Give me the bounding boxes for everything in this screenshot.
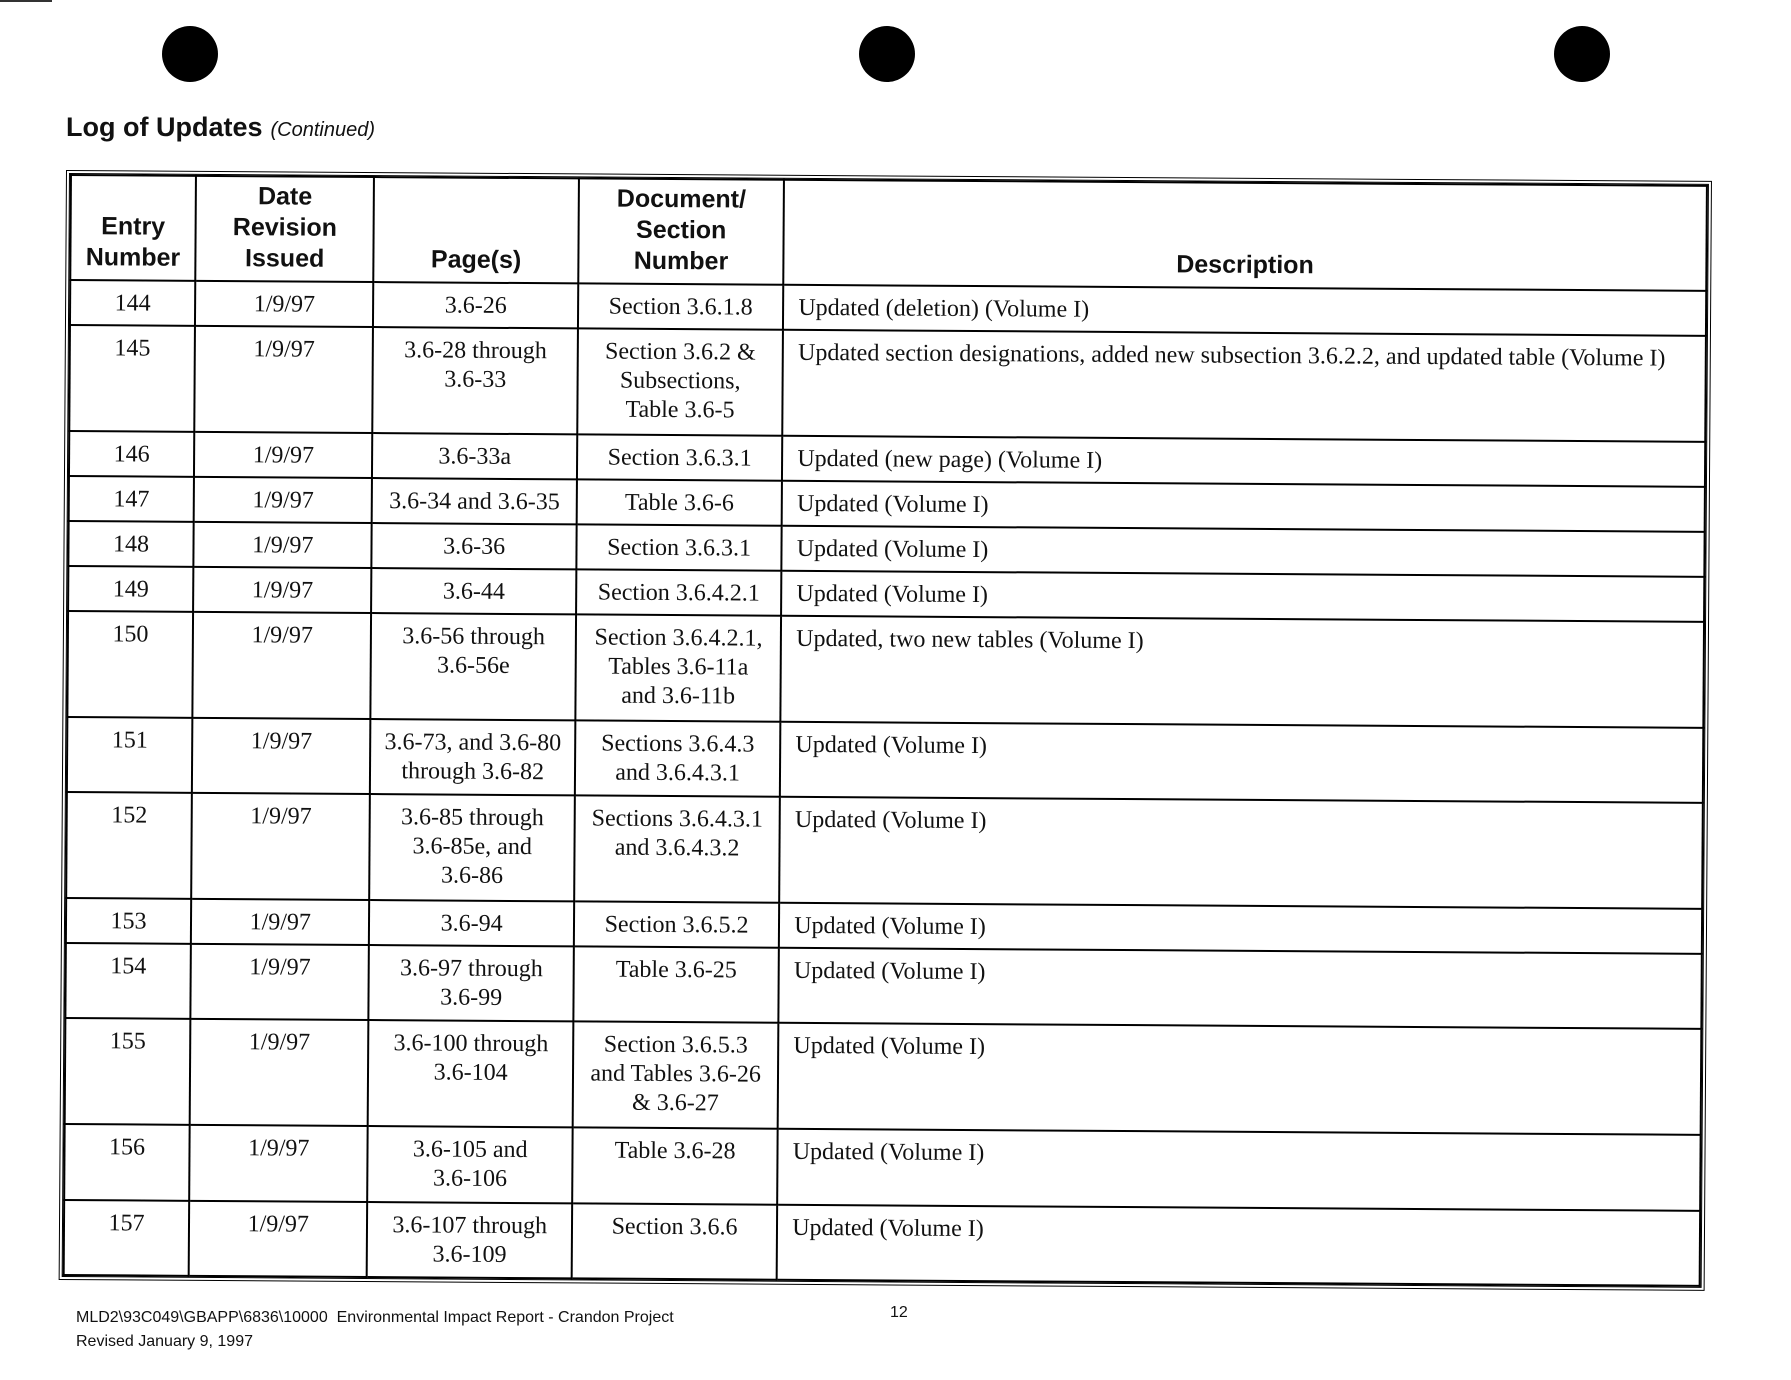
page-heading — [66, 112, 375, 143]
cell-description: Updated (Volume I) — [777, 1204, 1700, 1286]
cell-section-number: Section 3.6.4.2.1 — [576, 569, 782, 615]
table-row — [69, 325, 1706, 442]
cell-date-issued: 1/9/97 — [190, 1019, 369, 1126]
col-header-entry-number: Entry Number — [70, 175, 196, 281]
cell-pages: 3.6-85 through 3.6-85e, and 3.6-86 — [370, 794, 575, 901]
table-row — [67, 717, 1703, 803]
cell-date-issued: 1/9/97 — [194, 326, 373, 433]
cell-description: Updated (Volume I) — [777, 1129, 1700, 1211]
table-row — [66, 792, 1703, 909]
cell-pages: 3.6-105 and 3.6-106 — [368, 1126, 573, 1203]
cell-description: Updated (Volume I) — [782, 481, 1705, 532]
cell-entry-number: 148 — [68, 521, 193, 567]
cell-pages: 3.6-73, and 3.6-80 through 3.6-82 — [370, 719, 575, 796]
cell-section-number: Section 3.6.1.8 — [578, 283, 784, 329]
cell-date-issued: 1/9/97 — [193, 567, 372, 613]
cell-date-issued: 1/9/97 — [191, 793, 370, 900]
cell-section-number: Section 3.6.4.2.1, Tables 3.6-11a and 3.6-11b — [575, 614, 781, 721]
cell-entry-number: 156 — [64, 1124, 190, 1200]
corner-rule — [0, 0, 52, 2]
cell-section-number: Section 3.6.6 — [572, 1203, 778, 1280]
cell-entry-number: 149 — [68, 566, 193, 612]
cell-pages: 3.6-34 and 3.6-35 — [372, 478, 577, 524]
cell-pages: 3.6-56 through 3.6-56e — [371, 613, 576, 720]
heading-title: Log of Updates — [66, 112, 263, 142]
col-header-pages: Page(s) — [374, 177, 579, 283]
table-row — [64, 1124, 1700, 1210]
cell-entry-number: 146 — [69, 431, 194, 477]
cell-date-issued: 1/9/97 — [189, 1125, 368, 1202]
cell-description: Updated (Volume I) — [779, 903, 1702, 954]
cell-date-issued: 1/9/97 — [189, 1200, 368, 1277]
cell-section-number: Section 3.6.5.2 — [574, 901, 780, 947]
cell-section-number: Table 3.6-6 — [577, 479, 783, 525]
cell-pages: 3.6-44 — [372, 568, 577, 614]
cell-entry-number: 147 — [69, 476, 194, 522]
page-footer — [76, 1306, 674, 1354]
cell-description: Updated (Volume I) — [782, 526, 1705, 577]
cell-entry-number: 150 — [67, 611, 193, 718]
table-row — [67, 611, 1704, 728]
cell-entry-number: 152 — [66, 792, 192, 899]
cell-entry-number: 151 — [67, 717, 193, 793]
col-header-description: Description — [784, 180, 1707, 291]
header-row — [70, 175, 1707, 291]
cell-entry-number: 154 — [65, 943, 191, 1019]
cell-description: Updated (Volume I) — [779, 948, 1702, 1030]
col-header-date-revision-issued: Date Revision Issued — [195, 176, 374, 282]
cell-date-issued: 1/9/97 — [195, 281, 374, 327]
footer-revised-date: Revised January 9, 1997 — [76, 1333, 253, 1350]
cell-pages: 3.6-94 — [369, 900, 574, 946]
cell-description: Updated (new page) (Volume I) — [782, 436, 1705, 487]
cell-pages: 3.6-26 — [373, 282, 578, 328]
cell-entry-number: 145 — [69, 325, 195, 432]
cell-entry-number: 153 — [66, 898, 191, 944]
cell-section-number: Section 3.6.3.1 — [577, 434, 783, 480]
cell-entry-number: 155 — [65, 1018, 191, 1125]
cell-date-issued: 1/9/97 — [194, 522, 373, 568]
log-table-body — [64, 280, 1707, 1286]
footer-path: MLD2\93C049\GBAPP\6836\10000 — [76, 1309, 328, 1326]
cell-section-number: Section 3.6.2 & Subsections, Table 3.6-5 — [577, 328, 783, 435]
cell-entry-number: 144 — [70, 280, 195, 326]
punch-hole-left — [162, 26, 218, 82]
punch-hole-right — [1554, 26, 1610, 82]
cell-date-issued: 1/9/97 — [193, 612, 372, 719]
cell-date-issued: 1/9/97 — [194, 477, 373, 523]
cell-section-number: Sections 3.6.4.3 and 3.6.4.3.1 — [575, 720, 781, 797]
cell-date-issued: 1/9/97 — [191, 944, 370, 1021]
footer-report-title: Environmental Impact Report - Crandon Project — [336, 1309, 674, 1326]
cell-description: Updated (Volume I) — [781, 571, 1704, 622]
cell-description: Updated (Volume I) — [779, 797, 1702, 909]
page-number: 12 — [890, 1304, 908, 1321]
cell-pages: 3.6-28 through 3.6-33 — [373, 327, 578, 434]
cell-description: Updated (deletion) (Volume I) — [783, 285, 1706, 336]
cell-section-number: Table 3.6-28 — [572, 1128, 778, 1205]
col-header-section-number: Document/ Section Number — [578, 178, 784, 284]
punch-hole-center — [859, 26, 915, 82]
cell-description: Updated section designations, added new subsection 3.6.2.2, and updated table (Volume I) — [783, 330, 1706, 442]
table-row — [65, 943, 1701, 1029]
cell-date-issued: 1/9/97 — [191, 899, 370, 945]
cell-description: Updated, two new tables (Volume I) — [781, 616, 1704, 728]
cell-description: Updated (Volume I) — [778, 1023, 1701, 1135]
cell-section-number: Sections 3.6.4.3.1 and 3.6.4.3.2 — [574, 796, 780, 903]
log-table-frame — [59, 170, 1712, 1291]
cell-section-number: Section 3.6.5.3 and Tables 3.6-26 & 3.6-27 — [573, 1022, 779, 1129]
cell-section-number: Table 3.6-25 — [573, 946, 779, 1023]
cell-date-issued: 1/9/97 — [194, 432, 373, 478]
cell-pages: 3.6-100 through 3.6-104 — [368, 1020, 573, 1127]
table-row — [64, 1200, 1700, 1286]
cell-entry-number: 157 — [64, 1200, 190, 1276]
cell-description: Updated (Volume I) — [780, 721, 1703, 803]
cell-pages: 3.6-97 through 3.6-99 — [369, 945, 574, 1022]
cell-pages: 3.6-33a — [372, 433, 577, 479]
cell-pages: 3.6-36 — [372, 523, 577, 569]
table-row — [65, 1018, 1702, 1135]
cell-date-issued: 1/9/97 — [192, 718, 371, 795]
cell-pages: 3.6-107 through 3.6-109 — [367, 1202, 572, 1279]
heading-subtitle: (Continued) — [270, 119, 376, 141]
log-table — [63, 174, 1708, 1287]
cell-section-number: Section 3.6.3.1 — [576, 524, 782, 570]
